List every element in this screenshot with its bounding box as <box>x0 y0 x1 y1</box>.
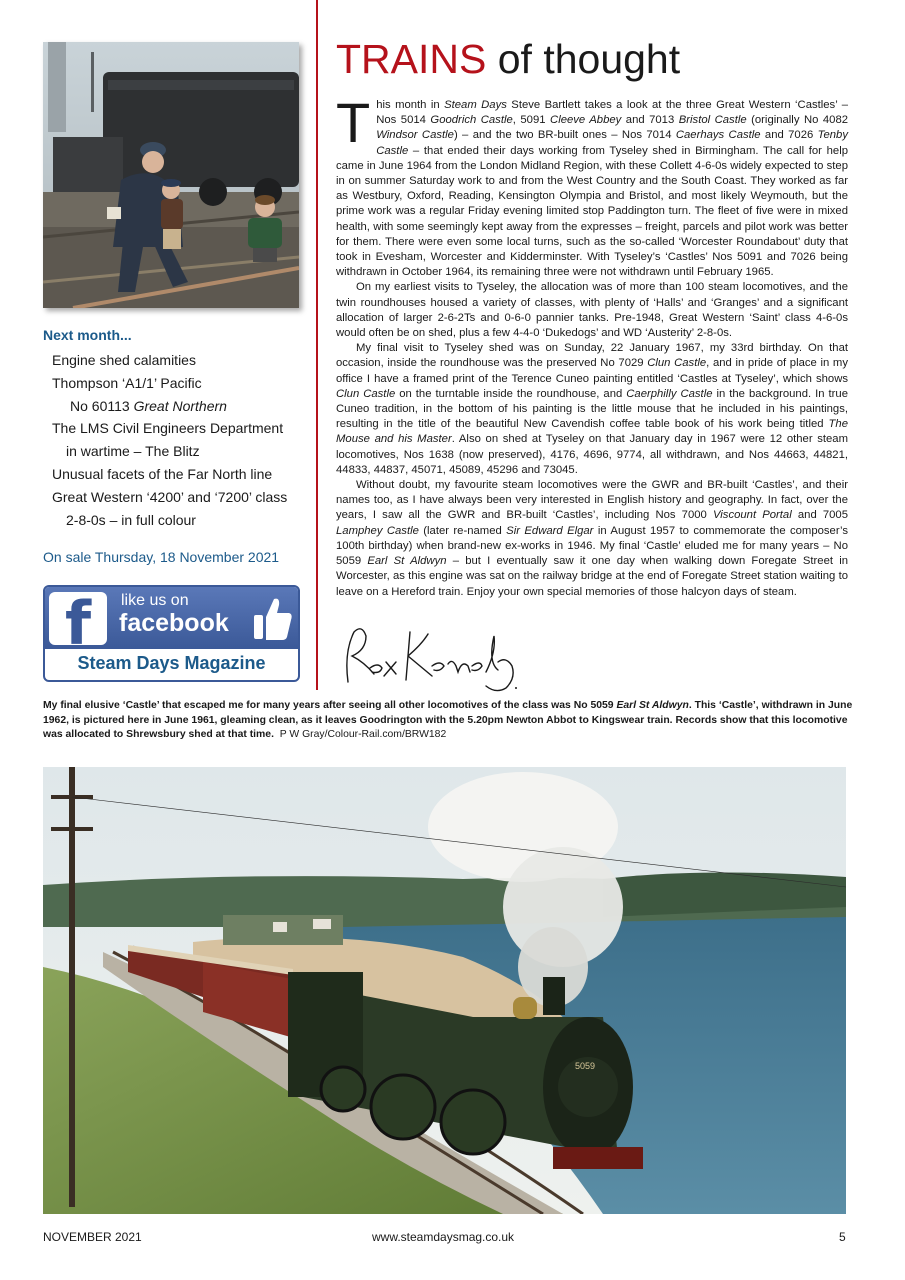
italic-title: Goodrich Castle <box>430 114 513 127</box>
text-run: (originally No 4082 <box>746 114 849 127</box>
text-run: and 7005 <box>791 509 848 522</box>
italic-title: Earl St Aldwyn <box>616 700 689 711</box>
facebook-logo-icon: f <box>49 592 107 645</box>
article-paragraph-3 <box>336 341 848 478</box>
text-run: ) – and the two BR-built ones – Nos 7014 <box>453 129 676 142</box>
italic-title: Earl St Aldwyn <box>367 555 447 568</box>
drop-cap: T <box>336 91 371 154</box>
italic-title: Windsor Castle <box>376 129 454 142</box>
text-run: , 5091 <box>512 114 551 127</box>
editor-signature <box>336 622 526 697</box>
title-red-part: TRAINS <box>336 36 487 82</box>
text-run: On my earliest visits to Tyseley, the allocation was of more than 100 steam locomotives, and the twin roundhouses housed a variety of classes, with plenty of ‘Halls’ and ‘Granges’ and a significant allocation of larger 2-6-2Ts and 0-6-0 pannier tanks. Pre-1948, Great Western ‘Saint’ class 4-6-0s would often be on shed, plus a few 4-4-0 ‘Dukedogs’ and WD ‘Austerity’ 2-8-0s. <box>336 281 848 340</box>
italic-title: Clun Castle <box>647 357 707 370</box>
next-month-heading: Next month... <box>43 327 132 343</box>
italic-title: The Mouse and his Master <box>336 418 848 446</box>
magazine-name: Steam Days Magazine <box>77 653 266 673</box>
italic-title: Caerhays Castle <box>675 129 761 142</box>
thumbs-up-icon <box>252 595 294 648</box>
facebook-badge[interactable] <box>43 585 300 682</box>
facebook-like-text: like us on <box>121 592 189 609</box>
issue-date: NOVEMBER 2021 <box>43 1230 142 1244</box>
on-sale-date: On sale Thursday, 18 November 2021 <box>43 549 280 565</box>
next-month-item-text: Great Western ‘4200’ and ‘7200’ class <box>52 488 288 505</box>
text-run: (later re-named <box>418 524 507 537</box>
italic-title: Sir Edward Elgar <box>506 524 594 537</box>
castle-locomotive-photo <box>43 767 846 1214</box>
next-month-list <box>52 349 287 531</box>
next-month-item-text: Thompson ‘A1/1’ Pacific <box>52 374 202 391</box>
article-paragraph-4 <box>336 478 848 600</box>
text-run: . Also on shed at Tyseley on that January day in 1967 were 12 other steam locomotives, Nos 1638 (now preserved), 4176, 4696, 9774, all withdrawn, and Nos 44663, 44821, 44833, 44837, 45071, 45089, 45296 and 73045. <box>336 433 849 476</box>
page-title <box>336 34 680 84</box>
italic-title: Bristol Castle <box>678 114 747 127</box>
page-number: 5 <box>839 1230 846 1244</box>
italic-title: Lamphey Castle <box>336 524 419 537</box>
next-month-item <box>52 463 287 486</box>
text-run: in August 1957 to commemorate the composer’s 100th birthday) when brand-new ex-works in 1946. My final ‘Castle’ eluded me for many years – No 5059 <box>336 524 848 568</box>
italic-title: Cleeve Abbey <box>550 114 622 127</box>
next-month-item <box>52 372 287 395</box>
text-run: his month in <box>376 99 445 111</box>
website-url[interactable]: www.steamdaysmag.co.uk <box>372 1230 515 1244</box>
next-month-item <box>52 486 287 509</box>
text-run: Steve Bartlett takes a look at the three Great Western ‘Castles’ – Nos 5014 <box>376 99 848 127</box>
text-run: Without doubt, my favourite steam locomotives were the GWR and BR-built ‘Castles’, and their names too, as I have always been very interested in English history and geography. In fact, over the years, I saw all the GWR and BR-built ‘Castles’, including Nos 7000 <box>336 479 848 522</box>
next-month-item-text: 2-8-0s – in full colour <box>66 511 196 528</box>
editorial-article <box>336 91 849 600</box>
smokebox-number: 5059 <box>575 1061 596 1071</box>
next-month-item <box>52 509 287 532</box>
next-month-item-text: No 60113 <box>70 397 134 414</box>
text-run: in the background. In true Cuneo tradition, in the bottom of his painting is the little mouse that he included in his paintings, resulting in the title of the beautiful New Cavendish coffee table book of his work being titled <box>336 387 848 431</box>
title-dark-part: of thought <box>486 36 681 82</box>
next-month-item <box>52 440 287 463</box>
italic-title: Caerphilly Castle <box>626 387 713 400</box>
text-run: and 7013 <box>621 114 679 127</box>
shed-photo <box>43 42 299 308</box>
column-divider <box>316 0 318 690</box>
next-month-item-text: in wartime – The Blitz <box>66 443 200 460</box>
text-run: . This ‘Castle’, withdrawn in June 1962, is pictured here in June 1961, gleaming clean, as it leaves Goodrington with the 5.20pm Newton Abbot to Kingswear train. Records show that this locomotive was allocated to Shrewsbury shed at that time. <box>43 700 853 740</box>
article-paragraph-1 <box>336 91 849 280</box>
text-run: and 7026 <box>760 129 818 142</box>
text-run: on the turntable inside the roundhouse, and <box>395 387 627 400</box>
photo-credit: P W Gray/Colour-Rail.com/BRW182 <box>279 729 447 740</box>
italic-title: Tenby Castle <box>376 129 848 157</box>
text-run: – that ended their days working from Tyseley shed in Birmingham. The call for help came in June 1964 from the London Midland Region, with these Collett 4-6-0s widely expected to step in on summer Saturday work to and from the West Country and the South Coast. They worked as far as Westbury, Oxford, Reading, Kensington Olympia and Bristol, and most likely Weymouth, but the prime work was a regular Friday evening limited stop Paddington turn. The fleet of five were in mixed health, with some seemingly kept away from the expresses – freight, parcels and pilot work was better for them. There were even some local turns, such as the so-called ‘Worcester Roundabout’ duty that took in Evesham, Worcester and Kidderminster. With Tyseley’s ‘Castles’ Nos 5091 and 7026 being withdrawn in October 1964, its remaining three were not withdrawn until February 1965. <box>336 144 848 279</box>
text-run: My final visit to Tyseley shed was on Sunday, 22 January 1967, my 33rd birthday. On that occasion, inside the roundhouse was the preserved No 7029 <box>336 342 848 370</box>
photo-caption <box>43 699 863 743</box>
next-month-item <box>52 417 287 440</box>
next-month-item-italic: Great Northern <box>133 397 227 414</box>
text-run: My final elusive ‘Castle’ that escaped me for many years after seeing all other locomotives of the class was No 5059 <box>43 700 617 711</box>
next-month-item-text: Unusual facets of the Far North line <box>52 465 273 482</box>
article-paragraph-2 <box>336 280 848 341</box>
italic-title: Steam Days <box>444 99 507 111</box>
italic-title: Viscount Portal <box>712 509 792 522</box>
facebook-brand-text: facebook <box>119 609 229 637</box>
text-run: – but I eventually saw it one day when walking down Foregate Street in Worcester, as this engine was sat on the railway bridge at the end of Foregate Street station waiting to leave on a Hereford train. Enjoy your own special memories of those halcyon days of steam. <box>336 555 848 598</box>
italic-title: Clun Castle <box>336 387 396 400</box>
next-month-item <box>52 395 287 418</box>
next-month-item <box>52 349 287 372</box>
next-month-item-text: Engine shed calamities <box>52 352 196 368</box>
text-run: , and in pride of place in my office I have a framed print of the Terence Cuneo painting entitled ‘Castles at Tyseley’, which shows <box>336 357 848 385</box>
next-month-item-text: The LMS Civil Engineers Department <box>52 420 284 437</box>
